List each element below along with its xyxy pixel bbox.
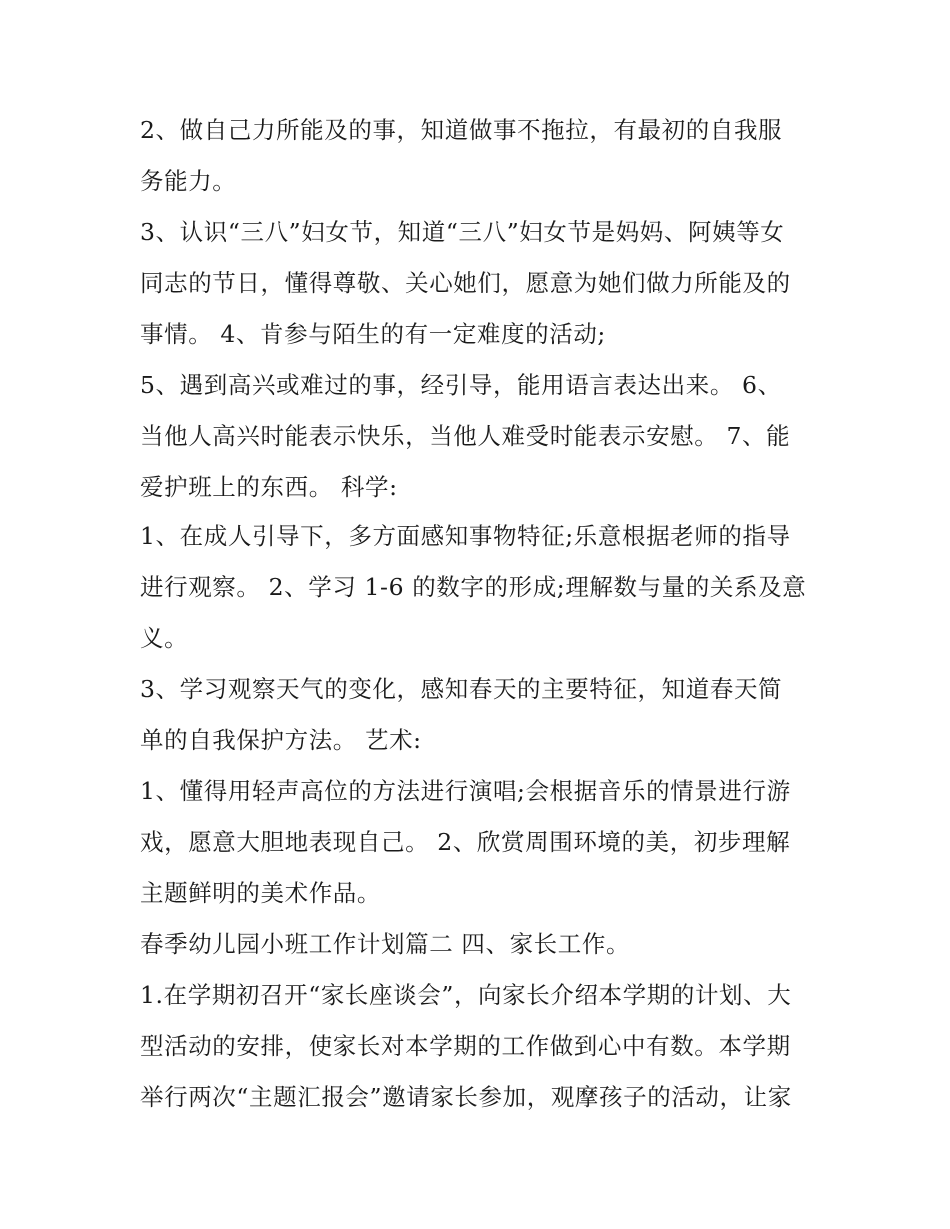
text-line: 义。 [140, 624, 189, 652]
text-line: 3、学习观察天气的变化，感知春天的主要特征，知道春天简 [140, 675, 783, 703]
text-line: 单的自我保护方法。 艺术: [140, 726, 422, 754]
text-line: 春季幼儿园小班工作计划篇二 四、家长工作。 [140, 930, 631, 958]
text-line: 3、认识“三八”妇女节，知道“三八”妇女节是妈妈、阿姨等女 [140, 218, 785, 246]
text-line: 爱护班上的东西。 科学: [140, 473, 398, 501]
text-line: 主题鲜明的美术作品。 [140, 879, 381, 907]
text-line: 2、做自己力所能及的事，知道做事不拖拉，有最初的自我服 [140, 116, 783, 144]
text-line: 务能力。 [140, 167, 237, 195]
text-line: 1、在成人引导下，多方面感知事物特征;乐意根据老师的指导 [140, 522, 791, 550]
text-line: 1.在学期初召开“家长座谈会”，向家长介绍本学期的计划、大 [140, 981, 792, 1009]
text-line: 进行观察。 2、学习 1-6 的数字的形成;理解数与量的关系及意 [140, 573, 807, 601]
text-line: 事情。 4、肯参与陌生的有一定难度的活动; [140, 320, 606, 348]
text-line: 1、懂得用轻声高位的方法进行演唱;会根据音乐的情景进行游 [140, 777, 791, 805]
text-line: 戏，愿意大胆地表现自己。 2、欣赏周围环境的美，初步理解 [140, 828, 791, 856]
text-line: 举行两次“主题汇报会”邀请家长参加，观摩孩子的活动，让家 [140, 1083, 792, 1111]
text-line: 当他人高兴时能表示快乐，当他人难受时能表示安慰。 7、能 [140, 422, 791, 450]
text-line: 型活动的安排，使家长对本学期的工作做到心中有数。本学期 [140, 1032, 791, 1060]
text-line: 5、遇到高兴或难过的事，经引导，能用语言表达出来。 6、 [140, 371, 782, 399]
text-line: 同志的节日，懂得尊敬、关心她们，愿意为她们做力所能及的 [140, 269, 791, 297]
